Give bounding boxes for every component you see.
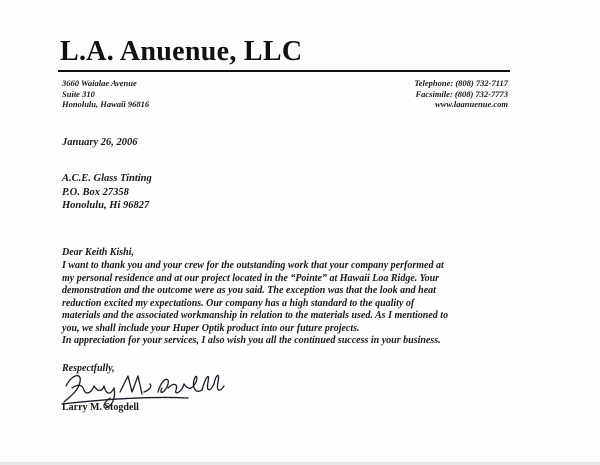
letterhead-rule: [58, 70, 510, 72]
company-contact: [414, 78, 508, 110]
body-line: I want to thank you and your crew for the outstanding work that your company performed at: [62, 260, 444, 271]
recipient-city: Honolulu, Hi 96827: [62, 200, 150, 211]
letter-body: [62, 260, 512, 348]
body-line: In appreciation for your services, I also wish you all the continued success in your business.: [62, 335, 441, 346]
company-name: L.A. Anuenue, LLC: [60, 36, 303, 67]
signer-name: Larry M. Stogdell: [62, 402, 139, 413]
body-line: reduction excited my expectations. Our company has a high standard to the quality of: [62, 297, 415, 309]
company-address: [62, 78, 149, 110]
address-line-3: Honolulu, Hawaii 96816: [62, 99, 150, 109]
telephone: Telephone: (808) 732-7117: [414, 78, 508, 88]
body-line: demonstration and the outcome were as you said. The exception was that the look and heat: [62, 285, 436, 296]
body-line: my personal residence and at our project located in the “Pointe” at Hawaii Loa Ridge. Your: [62, 272, 440, 284]
facsimile: Facsimile: (808) 732-7773: [415, 88, 508, 99]
recipient-block: [62, 172, 152, 213]
recipient-name: A.C.E. Glass Tinting: [62, 173, 152, 184]
closing: Respectfully,: [62, 363, 115, 374]
recipient-po-box: P.O. Box 27358: [62, 186, 129, 198]
body-line: you, we shall include your Huper Optik product into our future projects.: [62, 322, 360, 334]
body-line: materials and the associated workmanship in relation to the materials used. As I mentioned to: [62, 310, 449, 321]
letter-date: January 26, 2006: [62, 137, 138, 148]
website: www.laanuenue.com: [435, 99, 508, 109]
address-line-2: Suite 310: [62, 88, 95, 99]
salutation: Dear Keith Kishi,: [62, 247, 134, 258]
address-line-1: 3660 Waialae Avenue: [62, 78, 137, 88]
